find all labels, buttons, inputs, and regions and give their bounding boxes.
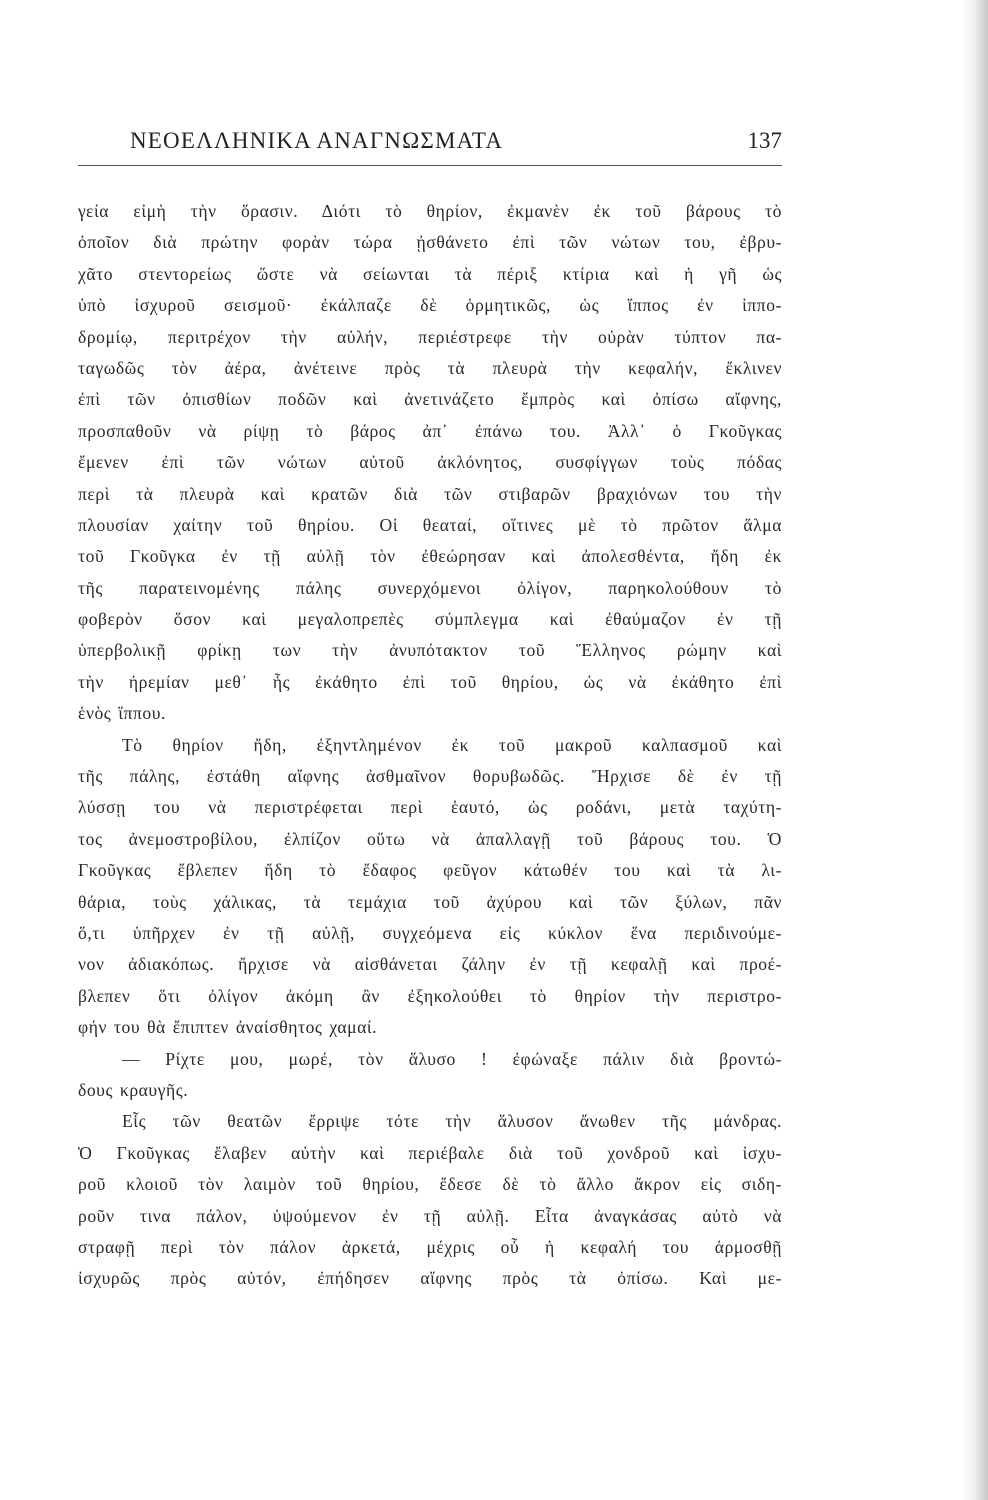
text-line: ὑπερβολικῇ φρίκῃ των τὴν ἀνυπότακτον τοῦ Ἕλληνος ρώμην καὶ bbox=[78, 640, 782, 661]
text-line: περὶ τὰ πλευρὰ καὶ κρατῶν διὰ τῶν στιβαρῶν βραχιόνων του τὴν bbox=[78, 483, 782, 504]
text-line: νον ἀδιακόπως. ἤρχισε νὰ αἰσθάνεται ζάλην ἐν τῇ κεφαλῇ καὶ προέ- bbox=[78, 954, 782, 975]
text-line: ἑνὸς ἵππου. bbox=[78, 703, 166, 724]
text-line: λύσσῃ του νὰ περιστρέφεται περὶ ἑαυτό, ὡς ροδάνι, μετὰ ταχύτη- bbox=[78, 797, 782, 818]
text-line: ἰσχυρῶς πρὸς αὐτόν, ἐπήδησεν αἴφνης πρὸς τὰ ὀπίσω. Καὶ με- bbox=[78, 1268, 782, 1289]
text-line: ὑπὸ ἰσχυροῦ σεισμοῦ· ἐκάλπαζε δὲ ὁρμητικῶς, ὡς ἵππος ἐν ἱππο- bbox=[78, 295, 782, 316]
body-text bbox=[78, 196, 782, 1416]
text-line: τος ἀνεμοστροβίλου, ἐλπίζον οὕτω νὰ ἀπαλλαγῇ τοῦ βάρους του. Ὁ bbox=[78, 828, 782, 849]
header-rule bbox=[78, 165, 782, 166]
text-line: — Ρίχτε μου, μωρέ, τὸν ἅλυσο ! ἐφώναξε πάλιν διὰ βροντώ- bbox=[122, 1048, 782, 1069]
text-line: ροῦν τινα πάλον, ὑψούμενον ἐν τῇ αὐλῇ. Εἶτα ἀναγκάσας αὐτὸ νὰ bbox=[78, 1205, 782, 1226]
text-line: θάρια, τοὺς χάλικας, τὰ τεμάχια τοῦ ἀχύρου καὶ τῶν ξύλων, πᾶν bbox=[78, 891, 782, 912]
running-title: ΝΕΟΕΛΛΗΝΙΚΑ ΑΝΑΓΝΩΣΜΑΤΑ bbox=[130, 128, 504, 153]
scan-edge-shadow bbox=[962, 0, 988, 1500]
text-line: στραφῇ περὶ τὸν πάλον ἀρκετά, μέχρις οὗ ἡ κεφαλή του ἁρμοσθῇ bbox=[78, 1236, 782, 1257]
text-line: ταγωδῶς τὸν ἀέρα, ἀνέτεινε πρὸς τὰ πλευρὰ τὴν κεφαλήν, ἔκλινεν bbox=[78, 357, 782, 378]
page-number: 137 bbox=[747, 128, 782, 153]
text-line: χᾶτο στεντορείως ὥστε νὰ σείωνται τὰ πέριξ κτίρια καὶ ἡ γῆ ὡς bbox=[78, 263, 782, 284]
text-line: γεία εἰμὴ τὴν ὅρασιν. Διότι τὸ θηρίον, ἐκμανὲν ἐκ τοῦ βάρους τὸ bbox=[78, 201, 782, 221]
text-line: ὅ,τι ὑπῆρχεν ἐν τῇ αὐλῇ, συγχεόμενα εἰς κύκλον ἕνα περιδινούμε- bbox=[78, 922, 782, 943]
text-line: Εἷς τῶν θεατῶν ἔρριψε τότε τὴν ἅλυσον ἄνωθεν τῆς μάνδρας. bbox=[122, 1111, 782, 1132]
text-line: δους κραυγῆς. bbox=[78, 1079, 189, 1100]
text-line: Ὁ Γκοῦγκας ἔλαβεν αὐτὴν καὶ περιέβαλε διὰ τοῦ χονδροῦ καὶ ἰσχυ- bbox=[78, 1142, 782, 1163]
text-line: προσπαθοῦν νὰ ρίψῃ τὸ βάρος ἀπ᾽ ἐπάνω του. Ἀλλ᾽ ὁ Γκοῦγκας bbox=[78, 420, 782, 441]
text-line: ἔμενεν ἐπὶ τῶν νώτων αὐτοῦ ἀκλόνητος, συσφίγγων τοὺς πόδας bbox=[78, 452, 782, 473]
text-line: ὁποῖον διὰ πρώτην φορὰν τώρα ᾐσθάνετο ἐπὶ τῶν νώτων του, ἐβρυ- bbox=[78, 232, 782, 253]
text-line: τῆς πάλης, ἐστάθη αἴφνης ἀσθμαῖνον θορυβωδῶς. Ἤρχισε δὲ ἐν τῇ bbox=[78, 766, 782, 787]
text-line: τῆς παρατεινομένης πάλης συνερχόμενοι ὀλίγον, παρηκολούθουν τὸ bbox=[78, 577, 782, 598]
text-line: δρομίῳ, περιτρέχον τὴν αὐλήν, περιέστρεφε τὴν οὐρὰν τύπτον πα- bbox=[78, 326, 782, 347]
text-line: φήν του θὰ ἔπιπτεν ἀναίσθητος χαμαί. bbox=[78, 1017, 378, 1038]
text-line: φοβερὸν ὅσον καὶ μεγαλοπρεπὲς σύμπλεγμα καὶ ἐθαύμαζον ἐν τῇ bbox=[78, 609, 782, 630]
text-line: τὴν ἠρεμίαν μεθ᾽ ἧς ἐκάθητο ἐπὶ τοῦ θηρίου, ὡς νὰ ἐκάθητο ἐπὶ bbox=[78, 671, 782, 692]
page-header bbox=[78, 128, 782, 168]
text-line: πλουσίαν χαίτην τοῦ θηρίου. Οἱ θεαταί, οἵτινες μὲ τὸ πρῶτον ἅλμα bbox=[78, 514, 782, 535]
text-line: Τὸ θηρίον ἤδη, ἐξηντλημένον ἐκ τοῦ μακροῦ καλπασμοῦ καὶ bbox=[122, 734, 782, 755]
text-line: ἐπὶ τῶν ὀπισθίων ποδῶν καὶ ἀνετινάζετο ἔμπρὸς καὶ ὀπίσω αἴφνης, bbox=[78, 389, 782, 410]
text-line: Γκοῦγκας ἔβλεπεν ἤδη τὸ ἔδαφος φεῦγον κάτωθέν του καὶ τὰ λι- bbox=[78, 860, 782, 881]
text-line: βλεπεν ὅτι ὀλίγον ἀκόμη ἂν ἐξηκολούθει τὸ θηρίον τὴν περιστρο- bbox=[78, 985, 782, 1006]
text-line: ροῦ κλοιοῦ τὸν λαιμὸν τοῦ θηρίου, ἔδεσε δὲ τὸ ἄλλο ἄκρον εἰς σιδη- bbox=[78, 1174, 782, 1195]
text-line: τοῦ Γκοῦγκα ἐν τῇ αὐλῇ τὸν ἐθεώρησαν καὶ ἀπολεσθέντα, ἤδη ἐκ bbox=[78, 546, 782, 567]
